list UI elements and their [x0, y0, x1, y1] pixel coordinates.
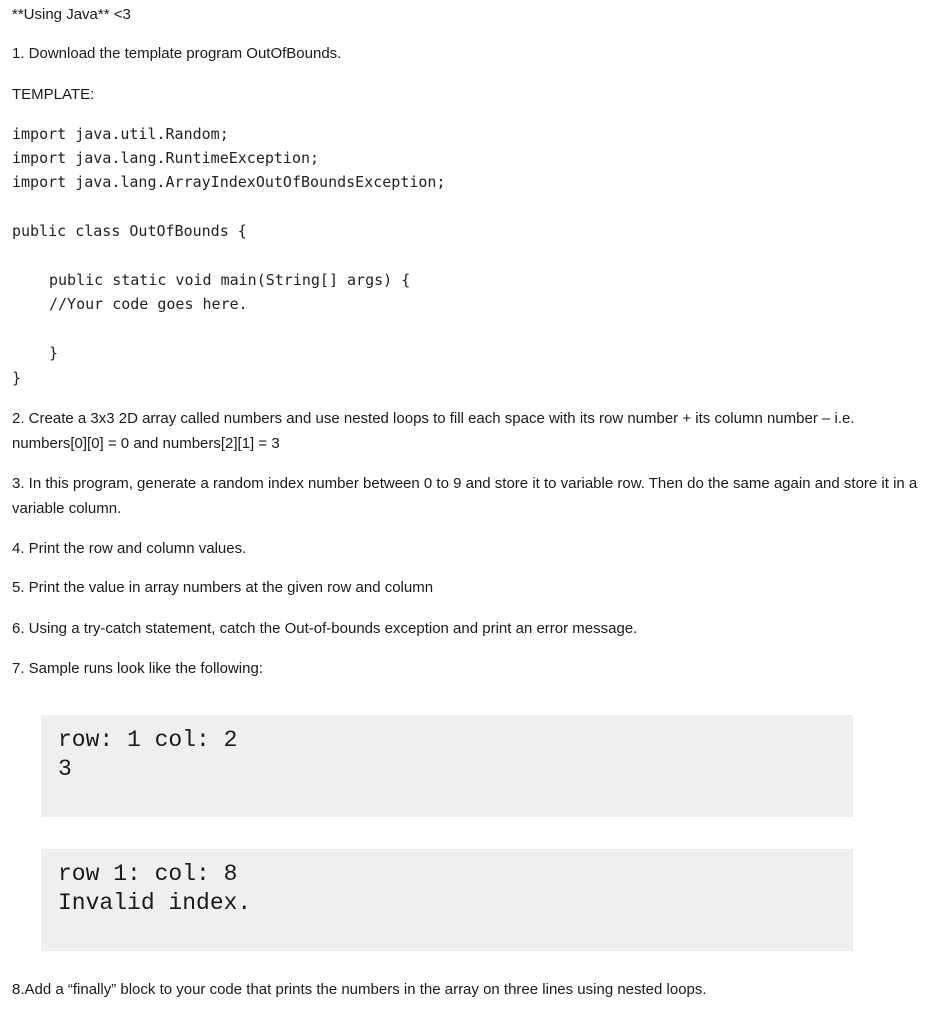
- code-main-declaration: public static void main(String[] args) {: [49, 271, 411, 289]
- sample-run-1: [41, 715, 853, 817]
- step-8: 8.Add a “finally” block to your code that prints the numbers in the array on three lines using nested loops.: [12, 981, 707, 998]
- sample-run-1-line-2: 3: [58, 756, 72, 782]
- sample-run-2-line-1: row 1: col: 8: [58, 861, 238, 887]
- step-1: 1. Download the template program OutOfBounds.: [12, 45, 342, 62]
- step-5: 5. Print the value in array numbers at the given row and column: [12, 579, 434, 596]
- step-6: 6. Using a try-catch statement, catch the Out-of-bounds exception and print an error message.: [12, 620, 638, 637]
- document-header: **Using Java** <3: [12, 6, 131, 23]
- code-main-close-brace: }: [49, 344, 59, 362]
- step-2: 2. Create a 3x3 2D array called numbers and use nested loops to fill each space with its row number + its column number – i.e. numbers[0][0] = 0 and numbers[2][1] = 3: [12, 410, 855, 452]
- code-import-runtime-exception: import java.lang.RuntimeException;: [12, 149, 320, 167]
- code-import-array-index-exception: import java.lang.ArrayIndexOutOfBoundsException;: [12, 173, 446, 191]
- code-comment: //Your code goes here.: [49, 295, 248, 313]
- code-class-declaration: public class OutOfBounds {: [12, 222, 247, 240]
- template-label: TEMPLATE:: [12, 86, 95, 103]
- step-3: 3. In this program, generate a random index number between 0 to 9 and store it to variable row. Then do the same again and store it in a variable column.: [12, 475, 918, 517]
- sample-run-2-output: [58, 860, 251, 918]
- step-7: 7. Sample runs look like the following:: [12, 660, 263, 677]
- code-class-close-brace: }: [12, 369, 22, 387]
- sample-run-2: [41, 849, 853, 951]
- code-import-random: import java.util.Random;: [12, 125, 229, 143]
- sample-run-2-line-2: Invalid index.: [58, 890, 252, 916]
- sample-run-1-line-1: row: 1 col: 2: [58, 727, 238, 753]
- step-4: 4. Print the row and column values.: [12, 540, 247, 557]
- sample-run-1-output: [58, 726, 237, 784]
